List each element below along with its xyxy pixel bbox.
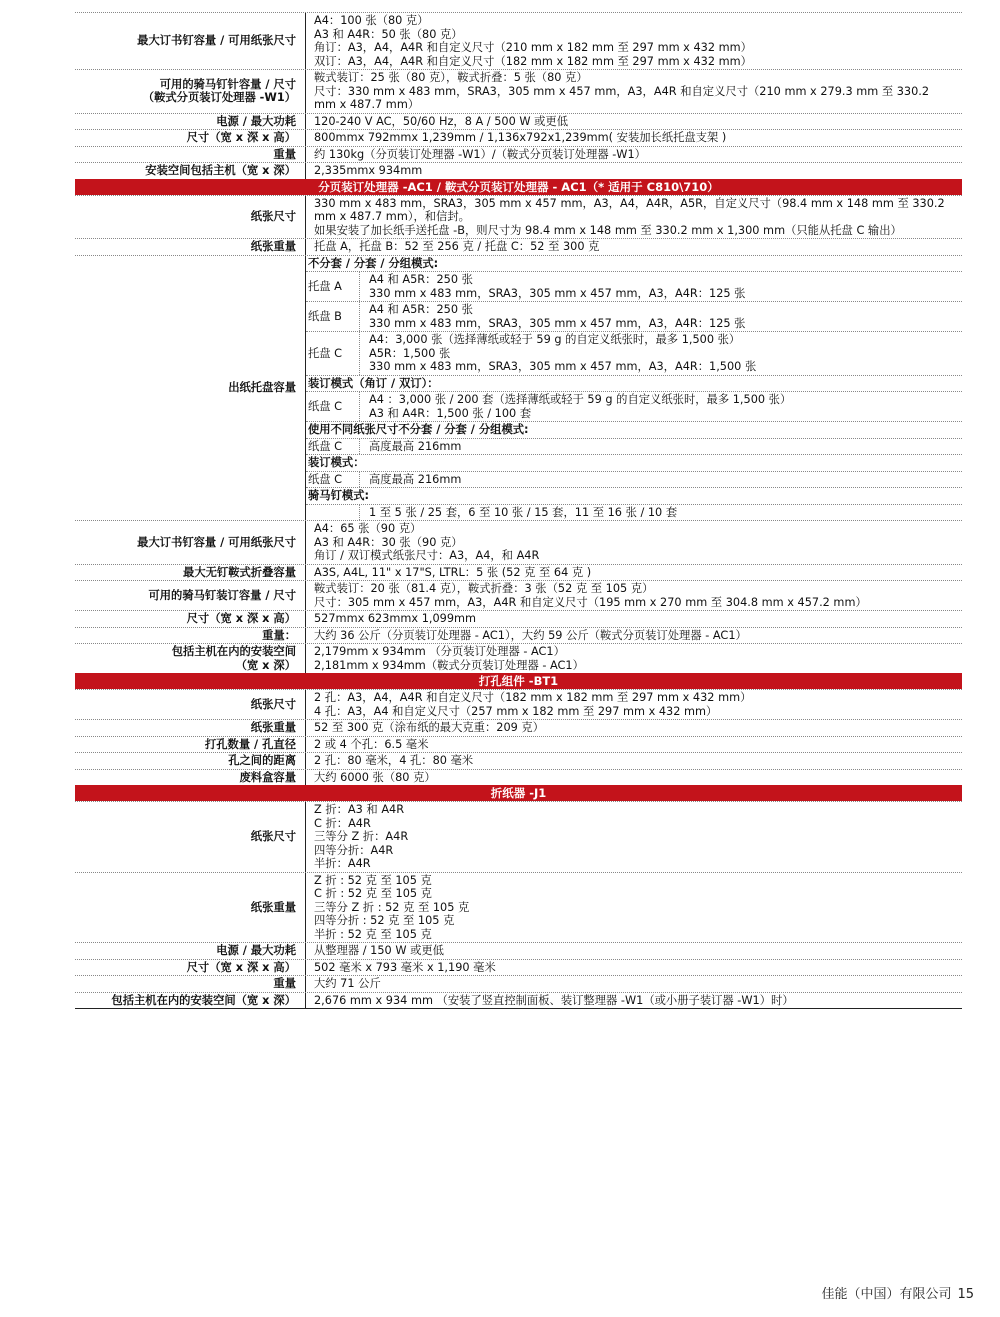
spec-value xyxy=(305,770,962,786)
spec-label-text xyxy=(172,645,296,672)
spec-label-line: 纸张尺寸 xyxy=(250,830,296,843)
spec-row xyxy=(75,580,962,610)
spec-label-line: 电源 / 最大功耗 xyxy=(216,944,296,957)
tray-capacity xyxy=(360,392,962,421)
spec-value xyxy=(305,196,962,239)
tray-capacity-line: A3 和 A4R：1,500 张 / 100 套 xyxy=(369,406,532,420)
spec-row xyxy=(75,195,962,239)
spec-line: 2,676 mm x 934 mm （安装了竖直控制面板、装订整理器 -W1（或小册子装订器 -W1）时） xyxy=(314,993,794,1007)
section-title: 折纸器 -J1 xyxy=(490,786,547,800)
tray-capacity-table xyxy=(305,256,962,521)
tray-mode-text: 装订模式（角订 / 双订）： xyxy=(308,376,439,390)
spec-label xyxy=(75,720,305,736)
spec-row xyxy=(75,238,962,255)
tray-item xyxy=(306,504,962,521)
spec-value xyxy=(305,239,962,255)
spec-row xyxy=(75,801,962,872)
spec-label-text xyxy=(148,589,296,603)
spec-row xyxy=(75,959,962,976)
spec-label-text xyxy=(273,148,296,162)
spec-line: 托盘 A，托盘 B：52 至 256 克 / 托盘 C：52 至 300 克 xyxy=(314,240,600,253)
tray-capacity-line: A4 和 A5R：250 张 xyxy=(369,303,473,316)
tray-item xyxy=(306,301,962,331)
spec-value xyxy=(305,163,962,179)
spec-line: A4：100 张（80 克） xyxy=(314,14,429,27)
tray-capacity xyxy=(360,332,962,375)
spec-label-text xyxy=(111,994,296,1008)
spec-label-text xyxy=(273,977,296,991)
tray-mode-text: 骑马钉模式: xyxy=(308,489,370,502)
spec-label xyxy=(75,770,305,786)
spec-label-line: 电源 / 最大功耗 xyxy=(216,114,296,128)
spec-label-text xyxy=(183,566,296,580)
spec-label-text xyxy=(187,131,296,145)
spec-line: 2 孔：A3，A4，A4R 和自定义尺寸（182 mm x 182 mm 至 297 mm x 432 mm） xyxy=(314,691,752,704)
section-ac1-other xyxy=(75,520,962,673)
spec-value xyxy=(305,130,962,146)
tray-item xyxy=(306,271,962,301)
spec-label: 纸张重量 xyxy=(250,240,296,253)
section-header-ac1 xyxy=(75,179,962,195)
tray-name: 纸盘 C xyxy=(306,439,360,455)
section-puncher-bt1 xyxy=(75,689,962,785)
spec-value xyxy=(305,565,962,581)
spec-label-line: 纸张重量 xyxy=(250,721,296,734)
spec-line: 鞍式装订：25 张（80 克），鞍式折叠：5 张（80 克） xyxy=(314,71,588,84)
tray-name: 托盘 C xyxy=(306,332,360,375)
spec-line: 330 mm x 483 mm，SRA3，305 mm x 457 mm，A3，A4，A4R，A5R，自定义尺寸（98.4 mm x 148 mm 至 330.2 mm x 487.7 mm），和信封。 xyxy=(314,196,945,223)
tray-capacity-line: 1 至 5 张 / 25 套，6 至 10 张 / 15 套，11 至 16 张 / 10 套 xyxy=(369,505,678,519)
tray-capacity-line: 330 mm x 483 mm，SRA3，305 mm x 457 mm，A3，A4R：125 张 xyxy=(369,316,746,330)
spec-line: A3 和 A4R：30 张（90 克） xyxy=(314,535,463,549)
section-title: 打孔组件 -BT1 xyxy=(478,674,559,688)
spec-label-line: 废料盒容量 xyxy=(239,770,296,784)
spec-line: 约 130kg（分页装订处理器 -W1）/（鞍式分页装订处理器 -W1） xyxy=(314,147,646,161)
spec-row-output-tray xyxy=(75,255,962,521)
spec-line: A3 和 A4R：50 张（80 克） xyxy=(314,27,463,41)
spec-label-line: 打孔数量 / 孔直径 xyxy=(204,737,296,751)
spec-row xyxy=(75,719,962,736)
spec-line: 2 孔：80 毫米，4 孔：80 毫米 xyxy=(314,754,474,767)
company-name: 佳能（中国）有限公司 xyxy=(821,1287,952,1302)
tray-mode-heading xyxy=(306,256,962,272)
spec-row xyxy=(75,520,962,564)
spec-value xyxy=(305,114,962,130)
tray-capacity-line: A4 和 A5R：250 张 xyxy=(369,273,473,286)
tray-capacity-line: 高度最高 216mm xyxy=(369,472,462,486)
spec-value xyxy=(305,644,962,673)
spec-label xyxy=(75,565,305,581)
tray-item xyxy=(306,391,962,421)
spec-label-text xyxy=(240,771,297,785)
page-footer xyxy=(815,1283,974,1302)
spec-value xyxy=(305,873,962,943)
spec-label xyxy=(75,628,305,644)
spec-row xyxy=(75,69,962,113)
spec-label xyxy=(75,993,305,1009)
tray-name xyxy=(306,505,360,521)
spec-label-line: 孔之间的距离 xyxy=(228,754,296,767)
spec-label-text xyxy=(251,830,296,844)
tray-capacity-line: A4 ：3,000 张 / 200 套（选择薄纸或轻于 59 g 的自定义纸张时，最多 1,500 张） xyxy=(369,393,792,406)
spec-label-text xyxy=(205,738,296,752)
spec-line: 大约 71 公斤 xyxy=(314,977,381,990)
spec-row xyxy=(75,992,962,1009)
spec-label xyxy=(75,130,305,146)
spec-value xyxy=(305,753,962,769)
spec-row xyxy=(75,942,962,959)
spec-label: 纸张尺寸 xyxy=(250,210,296,223)
spec-line: 四等分折 : 52 克 至 105 克 xyxy=(314,914,455,927)
spec-label xyxy=(75,976,305,992)
spec-label xyxy=(75,163,305,179)
tray-item xyxy=(306,331,962,375)
spec-line: 半折 : 52 克 至 105 克 xyxy=(314,927,432,941)
spec-row xyxy=(75,627,962,644)
spec-label-text xyxy=(143,78,296,105)
spec-label-text xyxy=(228,754,296,768)
spec-label-line: 尺寸（宽 x 深 x 高） xyxy=(186,612,296,625)
spec-line: A4：65 张（90 克） xyxy=(314,522,422,535)
spec-label xyxy=(75,521,305,564)
spec-line: C 折：A4R xyxy=(314,816,371,830)
spec-row xyxy=(75,689,962,719)
spec-value xyxy=(305,70,962,113)
spec-label xyxy=(75,611,305,627)
spec-label-line: 最大无钉鞍式折叠容量 xyxy=(183,565,296,579)
spec-line: 502 毫米 x 793 毫米 x 1,190 毫米 xyxy=(314,960,496,974)
spec-label-line: 安装空间包括主机（宽 x 深） xyxy=(145,164,296,177)
spec-label xyxy=(75,873,305,943)
tray-mode-heading xyxy=(306,454,962,471)
spec-row xyxy=(75,564,962,581)
tray-capacity-line: A4：3,000 张（选择薄纸或轻于 59 g 的自定义纸张时，最多 1,500 张） xyxy=(369,333,741,346)
tray-item xyxy=(306,438,962,455)
spec-line: 角订 / 双订模式纸张尺寸：A3，A4，和 A4R xyxy=(314,549,540,562)
spec-label-text xyxy=(137,536,296,550)
tray-item xyxy=(306,471,962,488)
spec-line: 大约 36 公斤（分页装订处理器 - AC1），大约 59 公斤（鞍式分页装订处理器 - AC1） xyxy=(314,628,747,642)
spec-value xyxy=(305,943,962,959)
spec-row xyxy=(75,643,962,673)
spec-label-line: 重量 xyxy=(273,977,296,990)
spec-label xyxy=(75,581,305,610)
spec-label xyxy=(75,114,305,130)
spec-label xyxy=(75,644,305,673)
spec-label xyxy=(75,753,305,769)
spec-label-text xyxy=(187,612,296,626)
spec-label xyxy=(75,737,305,753)
spec-label-line: 包括主机在内的安装空间（宽 x 深） xyxy=(111,993,296,1007)
spec-label-text xyxy=(216,115,296,129)
spec-row xyxy=(75,610,962,627)
spec-label xyxy=(75,960,305,976)
tray-capacity xyxy=(360,472,962,488)
spec-line: A3S, A4L, 11" x 17"S, LTRL：5 张 (52 克 至 64 克 ) xyxy=(314,565,592,579)
spec-label-line: 重量： xyxy=(262,628,296,642)
spec-label-text xyxy=(262,629,296,643)
spec-line: 半折：A4R xyxy=(314,857,371,870)
spec-value xyxy=(305,976,962,992)
spec-line: 如果安装了加长纸手送托盘 -B，则尺寸为 98.4 mm x 148 mm 至 330.2 mm x 1,300 mm（只能从托盘 C 输出） xyxy=(314,223,902,237)
spec-value xyxy=(305,690,962,719)
spec-line: 800mmx 792mmx 1,239mm / 1,136x792x1,239mm( 安装加长纸托盘支架 ) xyxy=(314,131,727,144)
spec-label xyxy=(75,70,305,113)
spec-label-line: 最大订书钉容量 / 可用纸张尺寸 xyxy=(137,535,296,549)
spec-line: 双订：A3，A4，A4R 和自定义尺寸（182 mm x 182 mm 至 297 mm x 432 mm） xyxy=(314,54,752,68)
tray-mode-heading xyxy=(306,375,962,392)
tray-capacity-line: 高度最高 216mm xyxy=(369,439,462,453)
spec-line: Z 折 : 52 克 至 105 克 xyxy=(314,873,432,887)
spec-line: 大约 6000 张（80 克） xyxy=(314,770,436,784)
spec-label-line: 可用的骑马钉装订容量 / 尺寸 xyxy=(148,588,296,602)
tray-capacity-line: 330 mm x 483 mm，SRA3，305 mm x 457 mm，A3，A4R：125 张 xyxy=(369,286,746,300)
tray-name: 纸盘 C xyxy=(306,472,360,488)
section-header-bt1 xyxy=(75,673,962,689)
section-staple-finisher-w1 xyxy=(75,12,962,179)
spec-row xyxy=(75,736,962,753)
spec-line: 2 或 4 个孔：6.5 毫米 xyxy=(314,737,429,751)
spec-label xyxy=(75,943,305,959)
spec-row xyxy=(75,872,962,943)
spec-line: 4 孔：A3，A4 和自定义尺寸（257 mm x 182 mm 至 297 mm x 432 mm） xyxy=(314,704,718,718)
spec-label-text xyxy=(137,34,296,48)
tray-capacity xyxy=(360,302,962,331)
tray-capacity-line: A5R：1,500 张 xyxy=(369,346,451,360)
spec-label-line: （鞍式分页装订处理器 -W1） xyxy=(142,91,296,105)
spec-label-text xyxy=(251,901,296,915)
spec-label-line: 可用的骑马钉针容量 / 尺寸 xyxy=(159,77,296,91)
spec-line: 鞍式装订：20 张（81.4 克），鞍式折叠：3 张（52 克 至 105 克） xyxy=(314,582,654,595)
tray-capacity xyxy=(360,505,962,521)
spec-row xyxy=(75,162,962,179)
spec-label-text xyxy=(145,164,296,178)
spec-row xyxy=(75,12,962,69)
spec-label: 出纸托盘容量 xyxy=(228,381,296,394)
tray-mode-text: 装订模式： xyxy=(308,456,365,469)
section-folder-j1 xyxy=(75,801,962,1008)
page-number: 15 xyxy=(957,1287,974,1302)
spec-line: 527mmx 623mmx 1,099mm xyxy=(314,612,477,625)
tray-capacity xyxy=(360,439,962,455)
spec-label-line: 包括主机在内的安装空间 xyxy=(171,645,296,658)
spec-label-line: 重量 xyxy=(273,147,296,161)
spec-value xyxy=(305,611,962,627)
spec-row xyxy=(75,752,962,769)
spec-label-line: 最大订书钉容量 / 可用纸张尺寸 xyxy=(137,34,296,48)
tray-capacity-line: 330 mm x 483 mm，SRA3，305 mm x 457 mm，A3，A4R：1,500 张 xyxy=(369,360,757,373)
spec-line: C 折 : 52 克 至 105 克 xyxy=(314,887,432,900)
spec-line: 尺寸：305 mm x 457 mm，A3，A4R 和自定义尺寸（195 mm x 270 mm 至 304.8 mm x 457.2 mm） xyxy=(314,595,867,609)
spec-value xyxy=(305,720,962,736)
table-bottom-rule xyxy=(75,1008,962,1009)
spec-label-text xyxy=(251,721,296,735)
spec-sheet xyxy=(75,12,962,1009)
spec-line: 52 至 300 克（涂布纸的最大克重：209 克） xyxy=(314,721,545,734)
spec-row xyxy=(75,113,962,130)
section-header-j1 xyxy=(75,785,962,801)
tray-mode-text: 使用不同纸张尺寸不分套 / 分套 / 分组模式: xyxy=(308,423,529,436)
tray-name: 纸盘 B xyxy=(306,302,360,331)
spec-value xyxy=(305,737,962,753)
spec-label-text xyxy=(216,944,296,958)
section-ac1-paper xyxy=(75,195,962,521)
spec-label xyxy=(75,147,305,163)
spec-row xyxy=(75,146,962,163)
spec-label-line: 纸张尺寸 xyxy=(250,697,296,711)
spec-label-line: 尺寸（宽 x 深 x 高） xyxy=(186,960,296,974)
spec-line: 2,181mm x 934mm（鞍式分页装订处理器 - AC1） xyxy=(314,658,584,672)
tray-capacity xyxy=(360,272,962,301)
spec-label-text xyxy=(251,698,296,712)
spec-label-line: 纸张重量 xyxy=(250,900,296,914)
spec-label xyxy=(75,802,305,872)
spec-label xyxy=(75,13,305,69)
spec-row xyxy=(75,129,962,146)
tray-mode-heading xyxy=(306,487,962,504)
spec-value xyxy=(305,960,962,976)
tray-mode-heading xyxy=(306,421,962,438)
spec-row xyxy=(75,975,962,992)
spec-line: 2,179mm x 934mm （分页装订处理器 - AC1） xyxy=(314,645,565,658)
tray-mode-text: 不分套 / 分套 / 分组模式: xyxy=(308,256,439,270)
spec-value xyxy=(305,802,962,872)
spec-value xyxy=(305,993,962,1009)
spec-value xyxy=(305,581,962,610)
spec-line: 三等分 Z 折 : 52 克 至 105 克 xyxy=(314,900,470,914)
spec-value xyxy=(305,147,962,163)
spec-line: 2,335mmx 934mm xyxy=(314,164,423,177)
spec-label-line: 尺寸（宽 x 深 x 高） xyxy=(186,131,296,144)
spec-label-line: （宽 x 深） xyxy=(235,658,296,672)
spec-line: Z 折：A3 和 A4R xyxy=(314,803,405,816)
spec-line: 120-240 V AC，50/60 Hz，8 A / 500 W 或更低 xyxy=(314,114,568,128)
spec-value xyxy=(305,521,962,564)
spec-line: 从整理器 / 150 W 或更低 xyxy=(314,944,444,957)
tray-name: 纸盘 C xyxy=(306,392,360,421)
spec-row xyxy=(75,769,962,786)
spec-label xyxy=(75,690,305,719)
spec-value xyxy=(305,13,962,69)
spec-line: 四等分折：A4R xyxy=(314,843,394,857)
spec-line: 三等分 Z 折：A4R xyxy=(314,830,409,843)
tray-name: 托盘 A xyxy=(306,272,360,301)
spec-value xyxy=(305,628,962,644)
section-title: 分页装订处理器 -AC1 / 鞍式分页装订处理器 - AC1（* 适用于 C810\710） xyxy=(318,179,719,194)
spec-line: 角订：A3，A4，A4R 和自定义尺寸（210 mm x 182 mm 至 297 mm x 432 mm） xyxy=(314,41,752,54)
spec-line: 尺寸：330 mm x 483 mm，SRA3，305 mm x 457 mm，A3，A4R 和自定义尺寸（210 mm x 279.3 mm 至 330.2 mm x 487.7 mm） xyxy=(314,84,930,111)
spec-label-text xyxy=(187,961,296,975)
